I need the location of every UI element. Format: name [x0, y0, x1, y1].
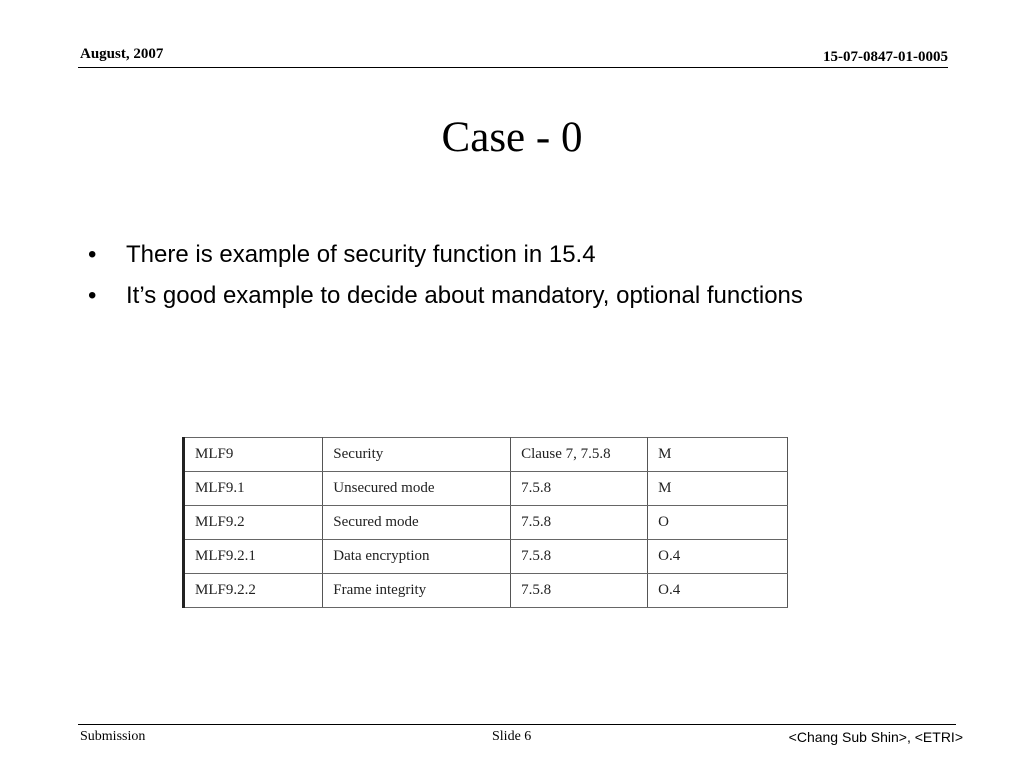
bullet-item	[88, 279, 803, 320]
bullet-glyph: •	[88, 282, 97, 309]
table-cell-id: MLF9.2.2	[184, 574, 323, 608]
header-doc-id: 15-07-0847-01-0005	[823, 49, 948, 65]
table-cell-function: Security	[323, 438, 511, 472]
table-cell-status: O.4	[648, 540, 788, 574]
bullet-list	[88, 238, 803, 320]
header-divider	[78, 67, 948, 68]
table-cell-status: O.4	[648, 574, 788, 608]
table-cell-function: Secured mode	[323, 506, 511, 540]
table-cell-reference: 7.5.8	[511, 472, 648, 506]
footer-slide-number: Slide 6	[492, 729, 532, 744]
bullet-item	[88, 238, 803, 279]
table-cell-reference: 7.5.8	[511, 506, 648, 540]
table-cell-status: M	[648, 472, 788, 506]
table-cell-id: MLF9.2.1	[184, 540, 323, 574]
table-row	[184, 438, 788, 472]
footer-divider	[78, 724, 956, 725]
table-cell-id: MLF9	[184, 438, 323, 472]
table-cell-id: MLF9.1	[184, 472, 323, 506]
bullet-text: It’s good example to decide about mandatory, optional functions	[126, 282, 803, 309]
security-function-table-image	[182, 437, 792, 615]
table-cell-function: Frame integrity	[323, 574, 511, 608]
table-row	[184, 540, 788, 574]
bullet-glyph: •	[88, 241, 97, 268]
table-cell-reference: 7.5.8	[511, 574, 648, 608]
table-row	[184, 574, 788, 608]
slide-title: Case - 0	[441, 114, 583, 161]
header-date: August, 2007	[80, 46, 164, 62]
bullet-text: There is example of security function in 15.4	[126, 241, 596, 268]
table-row	[184, 506, 788, 540]
table-cell-id: MLF9.2	[184, 506, 323, 540]
table-cell-status: O	[648, 506, 788, 540]
table-cell-reference: 7.5.8	[511, 540, 648, 574]
table-cell-function: Data encryption	[323, 540, 511, 574]
security-function-table	[182, 437, 788, 608]
footer-submission: Submission	[80, 729, 146, 744]
table-cell-reference: Clause 7, 7.5.8	[511, 438, 648, 472]
footer-author: <Chang Sub Shin>, <ETRI>	[788, 729, 963, 745]
table-row	[184, 472, 788, 506]
table-cell-status: M	[648, 438, 788, 472]
table-cell-function: Unsecured mode	[323, 472, 511, 506]
